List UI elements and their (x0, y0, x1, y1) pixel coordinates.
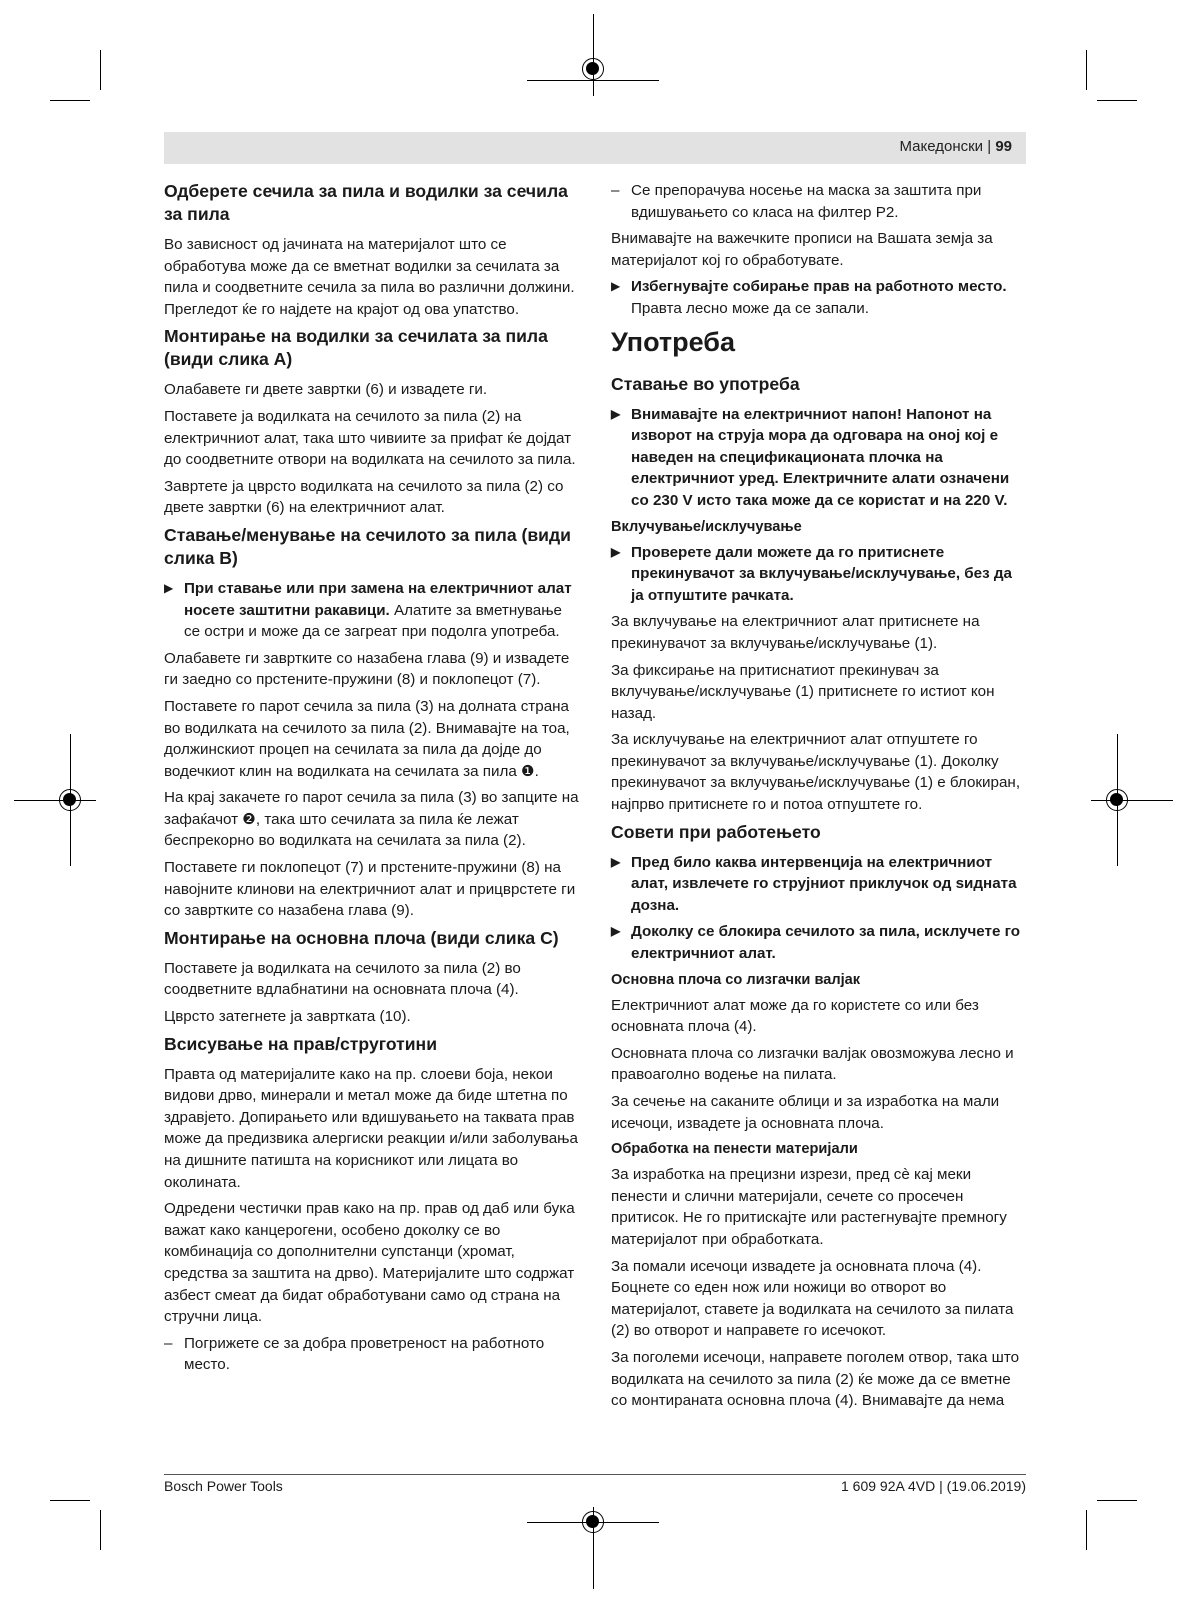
footer-brand: Bosch Power Tools (164, 1478, 283, 1494)
footer-doc-id: 1 609 92A 4VD | (19.06.2019) (841, 1478, 1026, 1494)
paragraph: За вклучување на електричниот алат притиснете на прекинувачот за вклучување/исклучување (1). (611, 613, 980, 652)
paragraph: За изработка на прецизни изрези, пред сè кај меки пенести и слични материјали, сечете со просечен притисок. Не го притискајте или растегнувајте премногу материјалот при обработката. (611, 1166, 1007, 1248)
warning-bullet (611, 276, 1027, 319)
warning-bullet: ▶ Внимавајте на електричниот напон! Напонот на изворот на струја мора да одговара на оној кој е наведен на спецификационата плочка на електричниот уред. Електричните алати означени со 230 V исто така може да се користат и на 220 V. (611, 404, 1027, 512)
bullet-text: Правта лесно може да се запали. (631, 299, 869, 317)
registration-line (527, 80, 659, 81)
dash-item: – Погрижете се за добра проветреност на работното место. (164, 1333, 580, 1376)
crop-mark (1097, 100, 1137, 101)
header-separator: | (987, 138, 992, 155)
crop-mark (100, 50, 101, 90)
crop-mark (50, 1500, 90, 1501)
paragraph: За помали исечоци извадете ја основната плоча (4). Боцнете со еден нож или ножици во отворот во материјалот, ставете ја водилката на сечилото за пилата (2) во отворот и направете го исечокот. (611, 1257, 1014, 1340)
registration-mark-icon (59, 789, 81, 811)
dash-item: – Се препорачува носење на маска за заштита при вдишувањето со класа на филтер P2. (611, 180, 1027, 223)
registration-line (14, 800, 96, 801)
paragraph: На крај закачете го парот сечила за пила (3) во запците на зафаќачот ❷, така што сечилата за пила ќе лежат беспрекорно во водилката на сечилата за пила (2). (164, 789, 579, 850)
section-title: Монтирање на основна плоча (види слика C) (164, 927, 559, 948)
paragraph: Поставете го парот сечила за пила (3) на долната страна во водилката на сечилото за пила (2). Внимавајте на тоа, должинскиот процеп на сечилата за пила да дојде до водечкиот клин на водилката на сечилата за пила ❶. (164, 697, 570, 780)
paragraph: За исклучување на електричниот алат отпуштете го прекинувачот за вклучување/исклучување (1). Доколку прекинувачот за вклучување/исклучување (1) е блокиран, најпрво притиснете го и потоа отпуштете го. (611, 731, 1021, 814)
section-title: Ставање/менување на сечилото за пила (види слика B) (164, 524, 571, 568)
warning-bullet: ▶ Доколку се блокира сечилото за пила, исклучете го електричниот алат. (611, 921, 1027, 964)
crop-mark (50, 100, 90, 101)
paragraph: Електричниот алат може да го користете со или без основната плоча (4). (611, 996, 979, 1036)
crop-mark (1086, 1510, 1087, 1550)
crop-mark (1097, 1500, 1137, 1501)
registration-mark-icon (582, 1511, 604, 1533)
right-column (611, 180, 1027, 1417)
crop-mark (100, 1510, 101, 1550)
registration-mark-icon (1106, 789, 1128, 811)
left-column (164, 180, 580, 1381)
section-title: Одберете сечила за пила и водилки за сечила за пила (164, 181, 568, 224)
paragraph: Поставете ја водилката на сечилото за пила (2) на електричниот алат, така што чивиите за прифат ќе дојдат до соодветните отвори на водилката на сечилото за пила. (164, 407, 576, 469)
page-number: 99 (995, 138, 1012, 155)
subsection-title: Обработка на пенести материјали (611, 1141, 858, 1158)
paragraph: Внимавајте на важечките прописи на Вашата земја за материјалот кој го обработувате. (611, 230, 993, 269)
section-title: Монтирање на водилки за сечилата за пила (види слика A) (164, 326, 548, 370)
registration-line (593, 14, 594, 96)
paragraph: Поставете ја водилката на сечилото за пила (2) во соодветните вдлабнатини на основната плоча (4). (164, 959, 521, 999)
registration-mark-icon (582, 58, 604, 80)
bullet-text: Алатите за вметнување се остри и може да се загреат при подолга употреба. (184, 601, 562, 641)
page-header (164, 132, 1026, 164)
paragraph: Олабавете ги двете завртки (6) и извадете ги. (164, 381, 488, 399)
chapter-title: Употреба (611, 326, 735, 357)
paragraph: За поголеми исечоци, направете поголем отвор, така што водилката на сечилото за пила (2) ќе може да се вметне со монтираната основна плоча (4). Внимавајте да нема (611, 1348, 1020, 1410)
section-title: Всисување на прав/струготини (164, 1033, 438, 1054)
paragraph: За сечење на саканите облици и за изработка на мали исечоци, извадете ја основната плоча. (611, 1093, 1000, 1132)
paragraph: Поставете ги поклопецот (7) и прстените-пружини (8) на навојните клинови на електричниот алат и прицврстете ги со завртките со назабена глава (9). (164, 859, 576, 920)
warning-bullet: ▶ Пред било каква интервенција на електричниот алат, извлечете го струјниот приклучок од ѕидната дозна. (611, 852, 1027, 917)
warning-bullet (164, 578, 580, 643)
paragraph: Правта од материјалите како на пр. слоеви боја, некои видови дрво, минерали и метал може да биде штетна по здравјето. Допирањето или вдишувањето на таквата прав може да предизвика алергиски реакции и/или заболувања на дишните патишта на корисникот или лицата во околината. (164, 1065, 578, 1191)
paragraph: Одредени честички прав како на пр. прав од даб или бука важат како канцерогени, особено доколку се во комбинација со дополнителни супстанци (хромат, средства за заштита на дрво). Материјалите што содржат азбест смеат да бидат обработувани само од страна на стручни лица. (164, 1200, 575, 1326)
bullet-bold-text: При ставање или при замена на електричниот алат носете заштитни ракавици. (184, 579, 572, 619)
paragraph: Основната плоча со лизгачки валјак овозможува лесно и правоаголно водење на пилата. (611, 1044, 1014, 1084)
section-title: Совети при работењето (611, 821, 821, 842)
paragraph: За фиксирање на притиснатиот прекинувач за вклучување/исклучување (1) притиснете го истиот кон назад. (611, 661, 995, 722)
header-text (899, 138, 1012, 155)
registration-line (1091, 800, 1173, 801)
subsection-title: Основна плоча со лизгачки валјак (611, 971, 861, 988)
footer-rule (164, 1474, 1026, 1475)
paragraph: Цврсто затегнете ја завртката (10). (164, 1008, 411, 1026)
paragraph: Завртете ја цврсто водилката на сечилото за пила (2) со двете завртки (6) на електричниот алат. (164, 477, 564, 517)
crop-mark (1086, 50, 1087, 90)
warning-bullet: ▶ Проверете дали можете да го притиснете прекинувачот за вклучување/исклучување, без да ја отпуштите рачката. (611, 542, 1027, 607)
subsection-title: Вклучување/исклучување (611, 518, 802, 535)
paragraph: Олабавете ги завртките со назабена глава (9) и извадете ги заедно со прстените-пружини (8) и поклопецот (7). (164, 649, 570, 689)
paragraph: Во зависност од јачината на материјалот што се обработува може да се вметнат водилки за сечилата за пила и соодветните сечила за пила во различни должини. Прегледот ќе го најдете на крајот од ова упатство. (164, 236, 575, 318)
section-title: Ставање во употреба (611, 373, 800, 394)
bullet-bold-text: Избегнувајте собирање прав на работното место. (631, 278, 1007, 296)
header-language: Македонски (899, 138, 984, 155)
